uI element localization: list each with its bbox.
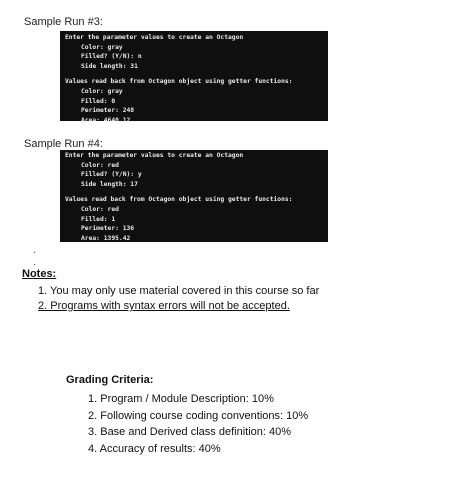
grading-item: 1. Program / Module Description: 10% xyxy=(88,393,274,405)
console-line: Filled? (Y/N): y xyxy=(81,171,142,179)
console-line: Enter the parameter values to create an Octagon xyxy=(65,152,244,159)
sample-run-3-console xyxy=(60,31,328,121)
grading-item: 3. Base and Derived class definition: 40% xyxy=(88,426,292,438)
sample-run-4-console xyxy=(60,150,328,242)
grading-item: 2. Following course coding conventions: 10% xyxy=(88,409,309,422)
console-line: Color: red xyxy=(81,205,119,213)
sample-run-4-heading: Sample Run #4: xyxy=(24,138,103,150)
console-line: Values read back from Octagon object using getter functions: xyxy=(65,78,293,86)
notes-item: 2. Programs with syntax errors will not be accepted. xyxy=(38,300,290,312)
bullet-dot: · xyxy=(33,259,37,270)
console-line: Color: gray xyxy=(81,43,123,51)
sample-run-3-heading: Sample Run #3: xyxy=(24,16,103,28)
console-line: Values read back from Octagon object using getter functions: xyxy=(65,196,293,204)
grading-criteria-list xyxy=(88,391,308,457)
notes-title: Notes: xyxy=(22,268,57,280)
console-line: Area: 1395.42 xyxy=(81,234,131,242)
console-line: Perimeter: 248 xyxy=(81,107,135,115)
bullet-dot: · xyxy=(33,247,37,258)
console-line: Enter the parameter values to create an Octagon xyxy=(65,34,244,41)
console-line: Filled? (Y/N): n xyxy=(81,53,142,61)
notes-item: 1. You may only use material covered in this course so far xyxy=(38,285,320,297)
notes-list xyxy=(38,284,319,314)
console-line: Color: red xyxy=(81,161,119,169)
grading-criteria-title: Grading Criteria: xyxy=(66,374,154,386)
console-line: Color: gray xyxy=(81,87,123,95)
console-line: Area: 4640.12 xyxy=(81,116,131,121)
grading-item: 4. Accuracy of results: 40% xyxy=(88,442,221,455)
console-line: Perimeter: 136 xyxy=(81,225,135,233)
console-line: Filled: 0 xyxy=(81,97,116,105)
console-line: Side length: 31 xyxy=(81,62,138,70)
console-line: Filled: 1 xyxy=(81,215,116,223)
console-line: Side length: 17 xyxy=(81,180,138,188)
